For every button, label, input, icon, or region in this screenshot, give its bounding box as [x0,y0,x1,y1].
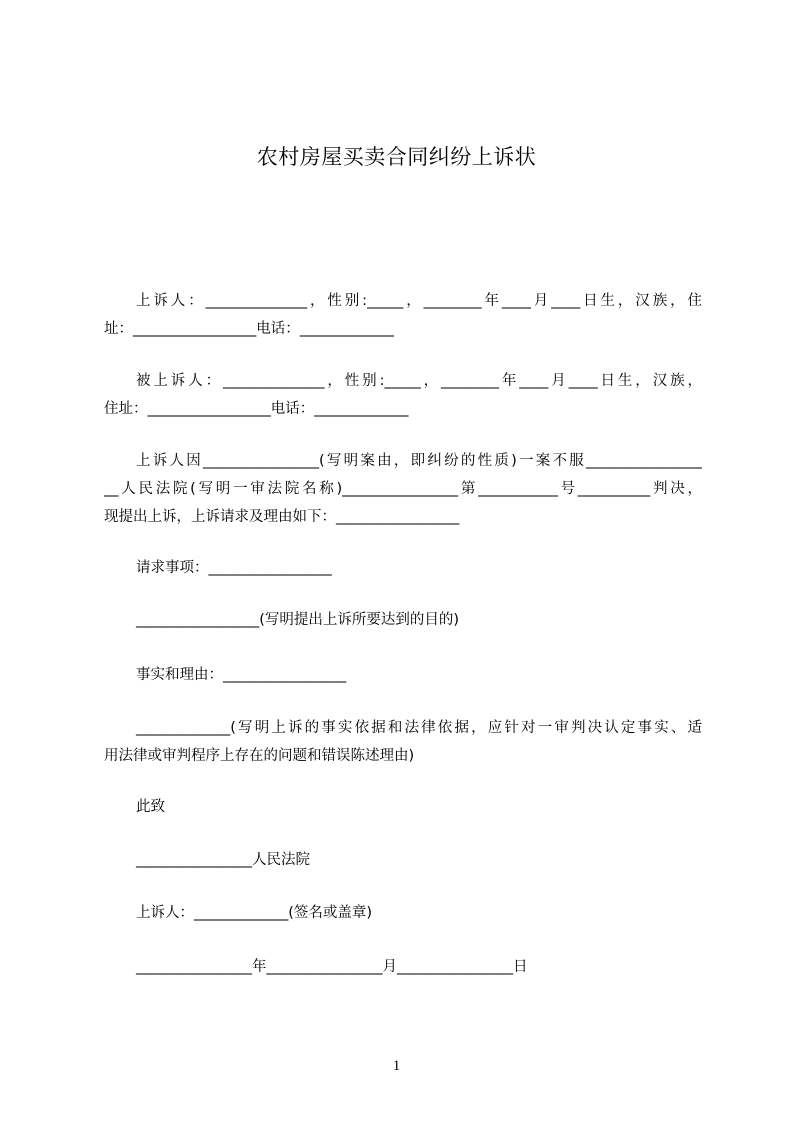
claims-note-section [104,606,702,634]
claims-section [104,554,702,582]
appellant-line-2: 址：_________________电话：_____________ [104,321,394,337]
cause-line-2: __人民法院(写明一审法院名称)________________第___________号__________判决， [104,481,702,497]
facts-note-line-1: _____________(写明上诉的事实依据和法律依据，应针对一审判决认定事实、适 [136,720,702,736]
closing-text: 此致 [136,799,165,815]
claims-label: 请求事项：_________________ [136,560,332,576]
appellee-line-2: 住址：_________________电话：_____________ [104,401,409,417]
cause-section [104,447,702,531]
claims-note: _________________(写明提出上诉所要达到的目的) [136,612,460,628]
appellee-line-1: 被上诉人：______________，性别:_____，________年____月____日生，汉族， [136,373,702,389]
cause-line-3: 现提出上诉，上诉请求及理由如下：_________________ [104,509,460,525]
page-number: 1 [392,1058,401,1074]
cause-line-1: 上诉人因________________(写明案由，即纠纷的性质)一案不服________________ [136,453,702,469]
appellant-section [104,287,702,343]
court-name-line: ________________人民法院 [136,852,310,868]
facts-label: 事实和理由：_________________ [136,667,347,683]
facts-note-section [104,714,702,770]
facts-note-line-2: 用法律或审判程序上存在的问题和错误陈述理由) [104,748,415,764]
court-section [104,846,702,874]
appellant-line-1: 上诉人：______________，性别:_____，________年____月____日生，汉族，住 [136,293,702,309]
document-title: 农村房屋买卖合同纠纷上诉状 [256,145,537,169]
facts-section [104,661,702,689]
date-line: ________________年________________月________________日 [136,959,528,975]
signature-line: 上诉人：_____________(签名或盖章) [136,905,373,921]
appellee-section [104,367,702,423]
signature-section [104,899,702,927]
closing-section [104,793,702,821]
date-section [104,953,702,981]
